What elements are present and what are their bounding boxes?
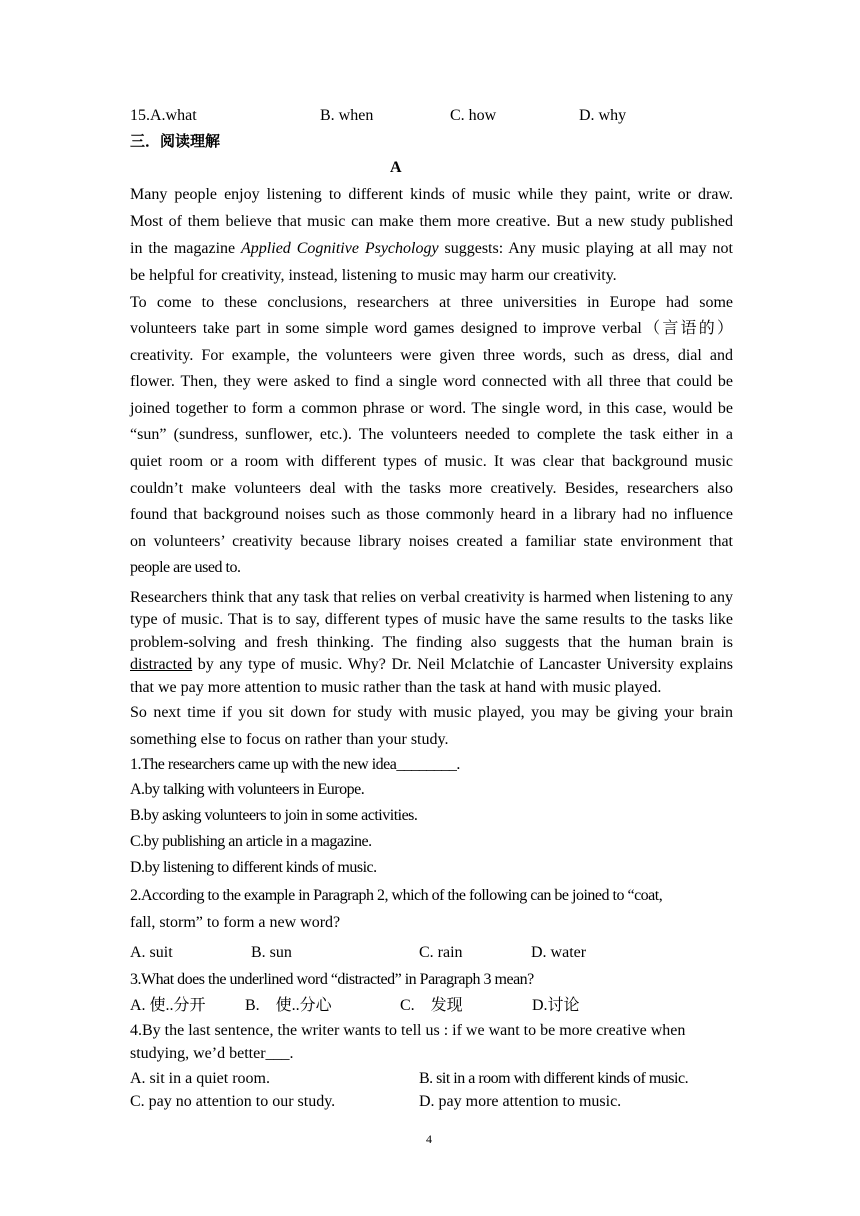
q1-option-d: D.by listening to different kinds of music. — [130, 859, 377, 876]
q15-option-b: B. when — [320, 107, 374, 124]
q2-stem-line-2: fall, storm” to form a new word? — [130, 914, 341, 931]
p3-line-5: that we pay more attention to music rather than the task at hand with music played. — [130, 679, 662, 696]
q15-option-d: D. why — [579, 107, 627, 124]
p3-line-1: Researchers think that any task that relies on verbal creativity is harmed when listening to any — [130, 589, 733, 606]
q2-stem-line-1: 2.According to the example in Paragraph 2, which of the following can be joined to “coat, — [130, 887, 663, 904]
p1-line-1: Many people enjoy listening to different kinds of music while they paint, write or draw. — [130, 186, 733, 203]
underlined-word-distracted: distracted — [130, 656, 193, 673]
section-heading: 三．阅读理解 — [130, 132, 221, 150]
q15-number-option-a: 15.A.what — [130, 107, 197, 124]
q2-option-b: B. sun — [251, 944, 292, 961]
q3-option-b: B. 使..分心 — [245, 997, 332, 1014]
p4-line-1: So next time if you sit down for study with music played, you may be giving your brain — [130, 704, 733, 721]
p2-line-1: To come to these conclusions, researchers at three universities in Europe had some — [130, 294, 733, 311]
q1-option-b: B.by asking volunteers to join in some activities. — [130, 807, 418, 824]
q4-option-c: C. pay no attention to our study. — [130, 1093, 336, 1110]
q3-option-c: C. 发现 — [400, 997, 463, 1014]
p4-line-2: something else to focus on rather than your study. — [130, 731, 449, 748]
p1-line-3-start: in the magazine — [130, 240, 242, 257]
q3-stem: 3.What does the underlined word “distracted” in Paragraph 3 mean? — [130, 971, 534, 988]
p2-line-2: volunteers take part in some simple word games designed to improve verbal（言语的） — [130, 320, 733, 337]
q1-option-c: C.by publishing an article in a magazine. — [130, 833, 372, 850]
p3-line-3: problem-solving and fresh thinking. The finding also suggests that the human brain is — [130, 634, 733, 651]
q2-option-a: A. suit — [130, 944, 173, 961]
p2-line-3: creativity. For example, the volunteers were given three words, such as dress, dial and — [130, 347, 733, 364]
page-number: 4 — [426, 1132, 432, 1146]
q4-option-b: B. sit in a room with different kinds of music. — [419, 1070, 689, 1087]
p2-line-7: quiet room or a room with different types of music. It was clear that background music — [130, 453, 733, 470]
p3-line-4-rest: by any type of music. Why? Dr. Neil Mclatchie of Lancaster University explains — [192, 656, 733, 673]
passage-letter: A — [390, 159, 402, 176]
q1-option-a: A.by talking with volunteers in Europe. — [130, 781, 365, 798]
q15-option-c: C. how — [450, 107, 497, 124]
magazine-title: Applied Cognitive Psychology — [241, 240, 439, 257]
q3-option-d: D.讨论 — [532, 997, 580, 1014]
p2-line-9: found that background noises such as those commonly heard in a library had no influence — [130, 506, 733, 523]
p1-line-3-end: suggests: Any music playing at all may not — [438, 240, 733, 257]
p2-line-5: joined together to form a common phrase or word. The single word, in this case, would be — [130, 400, 733, 417]
p2-line-6: “sun” (sundress, sunflower, etc.). The volunteers needed to complete the task either in a — [130, 426, 733, 443]
q4-stem-line-2: studying, we’d better___. — [130, 1045, 294, 1062]
p2-line-8: couldn’t make volunteers deal with the tasks more creatively. Besides, researchers also — [130, 480, 733, 497]
p1-line-4: be helpful for creativity, instead, listening to music may harm our creativity. — [130, 267, 617, 284]
q2-option-c: C. rain — [419, 944, 463, 961]
p2-line-11: people are used to. — [130, 559, 241, 576]
q4-option-a: A. sit in a quiet room. — [130, 1070, 270, 1087]
q3-option-a: A. 使..分开 — [130, 997, 206, 1014]
q1-stem: 1.The researchers came up with the new idea________. — [130, 756, 460, 773]
p1-line-3 — [130, 239, 733, 259]
p3-line-4 — [130, 655, 733, 675]
p1-line-2: Most of them believe that music can make them more creative. But a new study published — [130, 213, 733, 230]
p3-line-2: type of music. That is to say, different types of music have the same results to the tasks like — [130, 611, 733, 628]
q4-option-d: D. pay more attention to music. — [419, 1093, 622, 1110]
q2-option-d: D. water — [531, 944, 587, 961]
p2-line-10: on volunteers’ creativity because library noises created a familiar state environment that — [130, 533, 733, 550]
p2-line-4: flower. Then, they were asked to find a single word connected with all three that could be — [130, 373, 733, 390]
q4-stem-line-1: 4.By the last sentence, the writer wants to tell us : if we want to be more creative when — [130, 1022, 686, 1039]
